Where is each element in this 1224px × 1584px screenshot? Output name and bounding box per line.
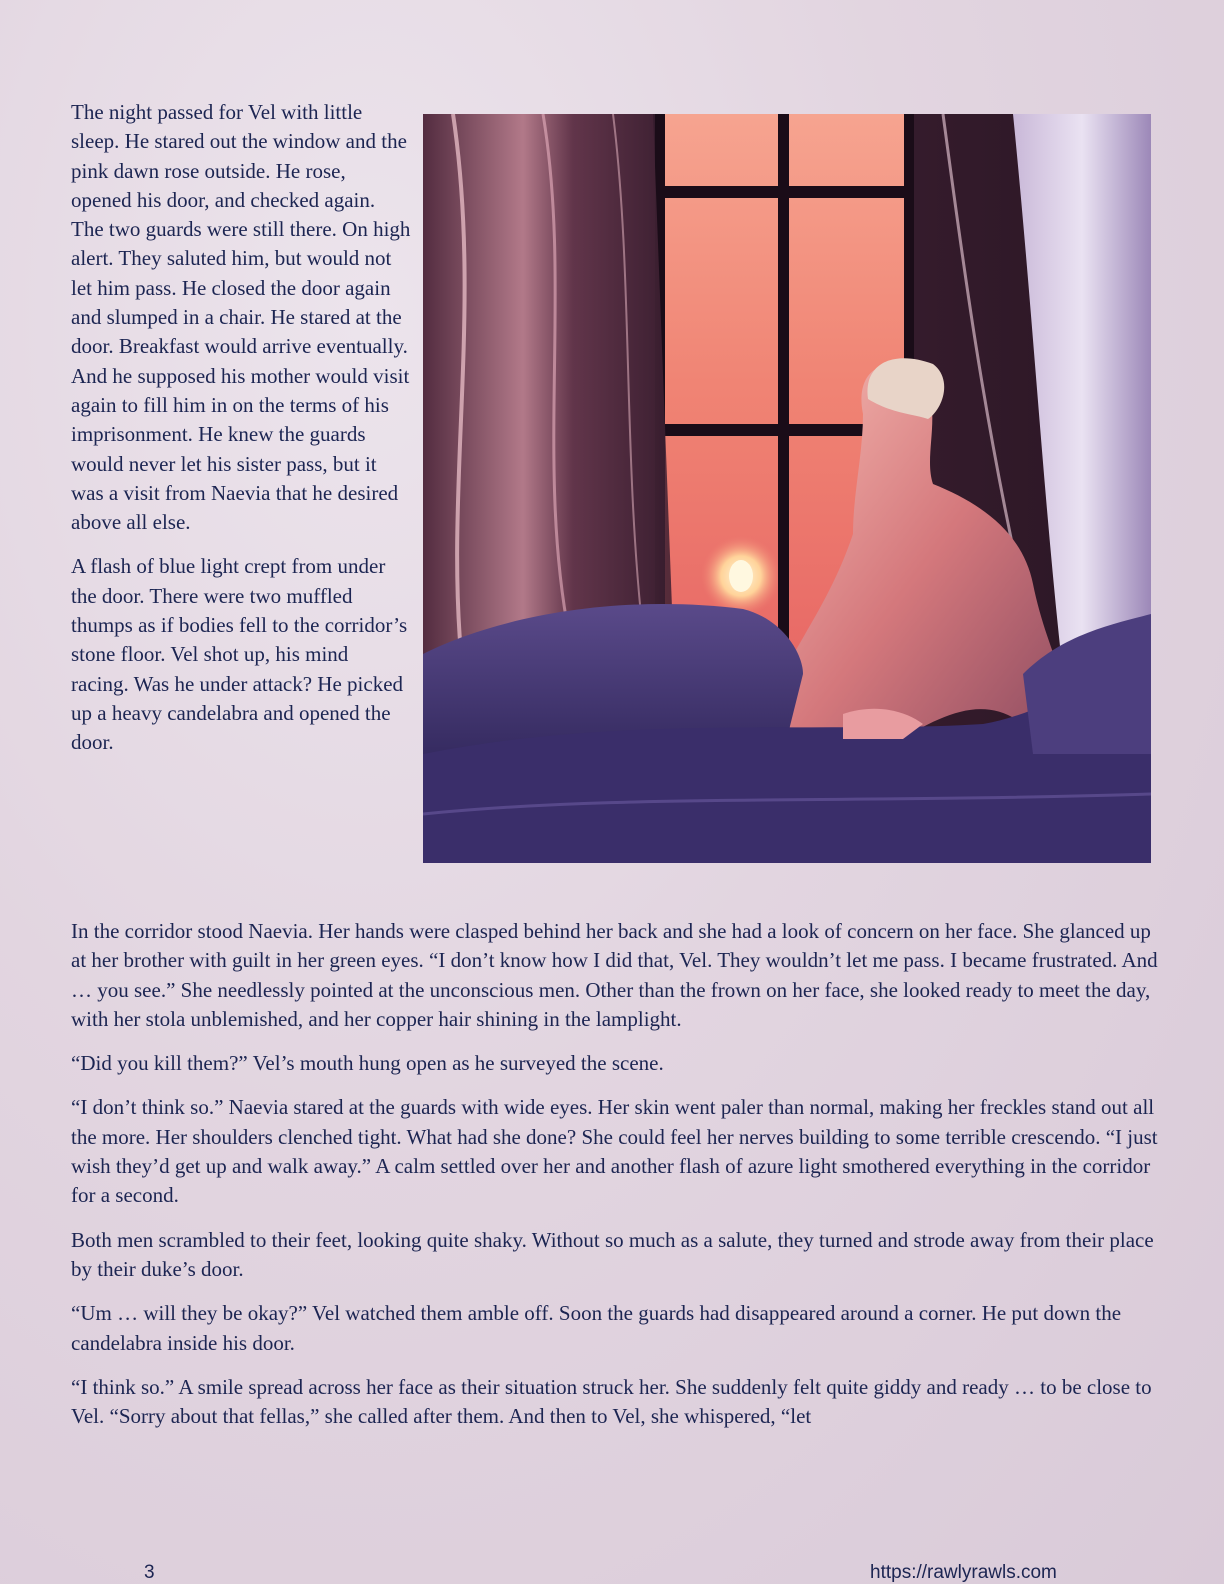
paragraph: “I don’t think so.” Naevia stared at the guards with wide eyes. Her skin went paler than normal, making her freckles stand out all the more. Her shoulders clenched tight. What had she done? She could feel her nerves building to some terrible crescendo. “I just wish they’d get up and walk away.” A calm settled over her and another flash of azure light smothered everything in the corridor for a second.	[71, 1095, 1158, 1208]
illustration-man-at-window	[423, 114, 1151, 863]
paragraph: Both men scrambled to their feet, looking quite shaky. Without so much as a salute, they turned and strode away from their place by their duke’s door.	[71, 1227, 1154, 1281]
illustration	[423, 114, 1151, 863]
paragraph: “I think so.” A smile spread across her face as their situation struck her. She suddenly felt quite giddy and ready … to be close to Vel. “Sorry about that fellas,” she called after them. And then to Vel, she whispered, “let	[71, 1374, 1152, 1429]
full-width-text	[71, 917, 1161, 1446]
website-link[interactable]: https://rawlyrawls.com	[870, 1562, 1057, 1583]
paragraph: The night passed for Vel with little sleep. He stared out the window and the pink dawn rose outside. He rose, opened his door, and checked again. The two guards were still there. On high alert. They saluted him, but would not let him pass. He closed the door again and slumped in a chair. He stared at the door. Breakfast would arrive eventually. And he supposed his mother would visit again to fill him in on the terms of his imprisonment. He knew the guards would never let his sister pass, but it was a visit from Naevia that he desired above all else.	[71, 100, 411, 535]
narrow-column-text	[71, 98, 411, 773]
paragraph: A flash of blue light crept from under the door. There were two muffled thumps as if bodies fell to the corridor’s stone floor. Vel shot up, his mind racing. Was he under attack? He picked up a heavy candelabra and opened the door.	[71, 554, 408, 755]
page-number: 3	[144, 1562, 155, 1583]
paragraph: “Um … will they be okay?” Vel watched them amble off. Soon the guards had disappeared around a corner. He put down the candelabra inside his door.	[71, 1301, 1122, 1355]
paragraph: “Did you kill them?” Vel’s mouth hung open as he surveyed the scene.	[71, 1051, 664, 1076]
paragraph: In the corridor stood Naevia. Her hands were clasped behind her back and she had a look of concern on her face. She glanced up at her brother with guilt in her green eyes. “I don’t know how I did that, Vel. They wouldn’t let me pass. I became frustrated. And … you see.” She needlessly pointed at the unconscious men. Other than the frown on her face, she looked ready to meet the day, with her stola unblemished, and her copper hair shining in the lamplight.	[71, 919, 1158, 1031]
